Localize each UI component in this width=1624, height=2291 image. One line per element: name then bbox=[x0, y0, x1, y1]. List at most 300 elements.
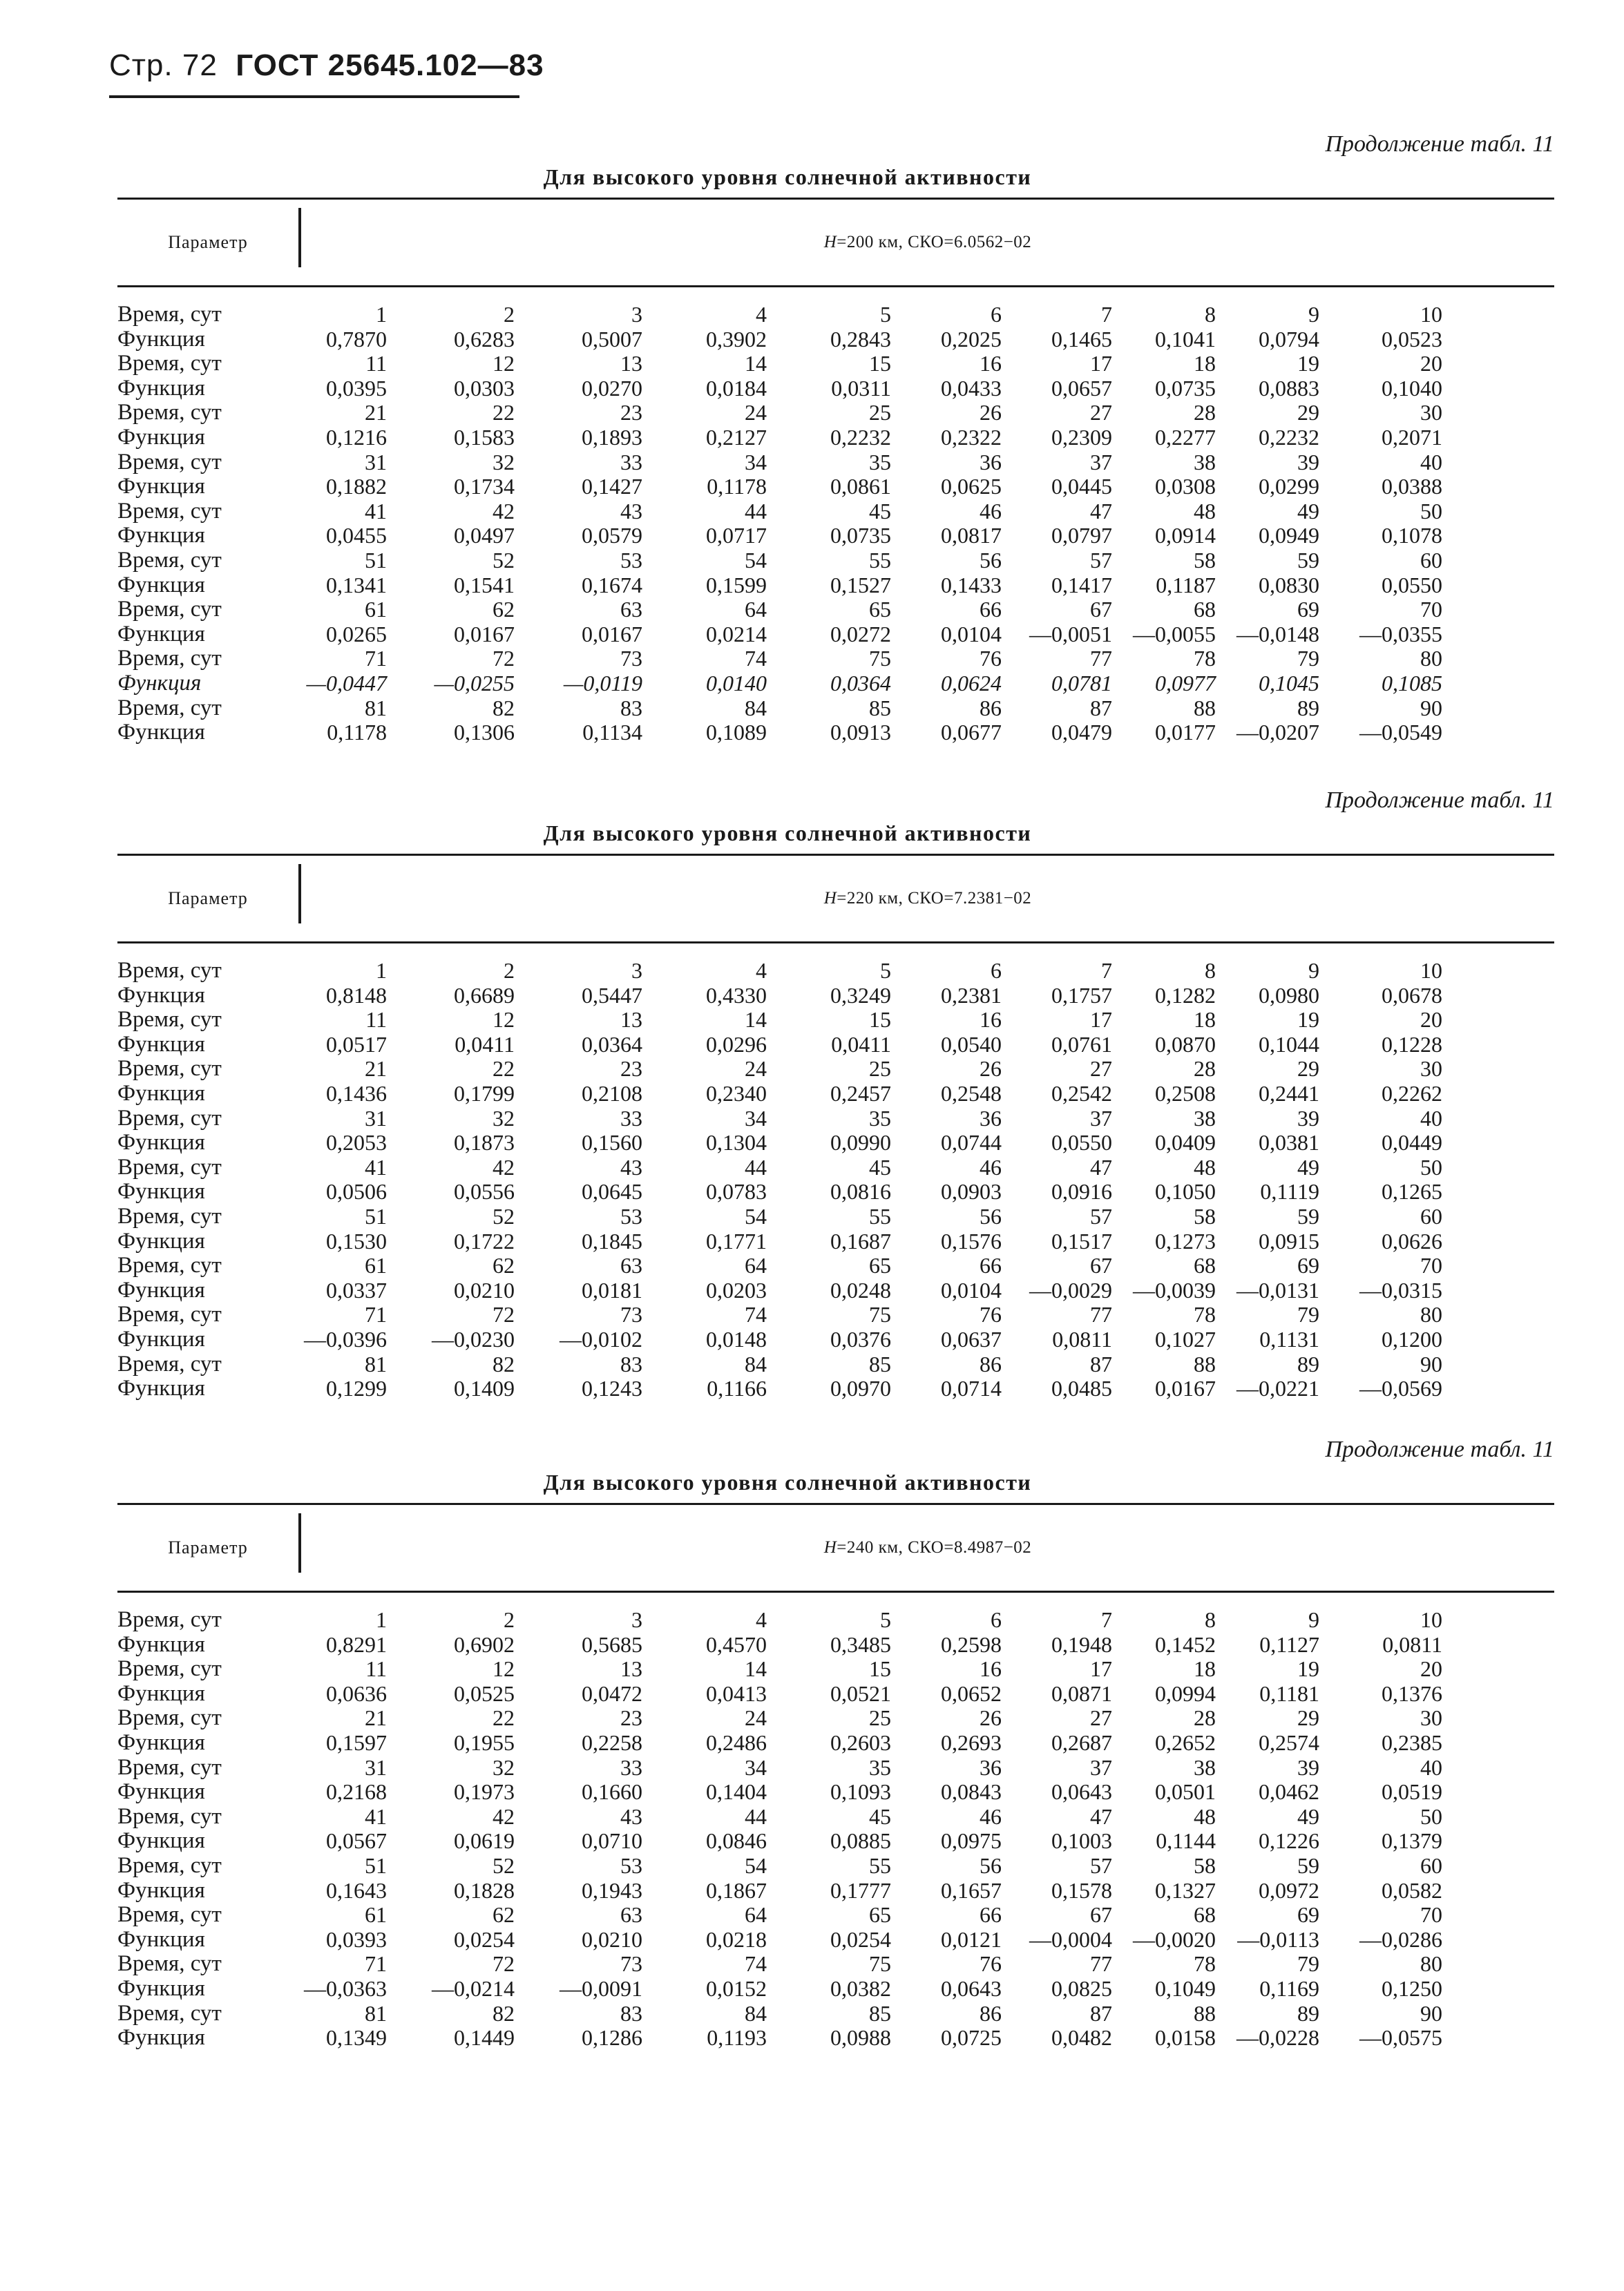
time-cell: 45 bbox=[869, 1154, 891, 1180]
time-cell: 25 bbox=[869, 400, 891, 425]
function-value-cell: 0,1327 bbox=[1155, 1877, 1216, 1903]
function-value-cell: 0,0637 bbox=[941, 1326, 1002, 1352]
function-value-cell: 0,1734 bbox=[454, 474, 515, 499]
time-row bbox=[117, 1903, 1442, 1928]
time-label: Время, сут bbox=[117, 547, 222, 573]
time-cell: 22 bbox=[493, 1705, 515, 1731]
function-value-cell: 0,6689 bbox=[454, 982, 515, 1008]
function-row bbox=[117, 1780, 1442, 1805]
time-cell: 74 bbox=[745, 1951, 767, 1977]
time-cell: 81 bbox=[365, 695, 387, 720]
function-value-cell: 0,2232 bbox=[830, 424, 891, 450]
time-cell: 68 bbox=[1194, 1902, 1216, 1928]
function-value-cell: 0,0519 bbox=[1382, 1779, 1442, 1805]
time-cell: 16 bbox=[980, 1007, 1002, 1033]
time-cell: 32 bbox=[493, 1754, 515, 1780]
time-cell: 74 bbox=[745, 646, 767, 671]
function-row bbox=[117, 1977, 1442, 2002]
function-value-cell: 0,0677 bbox=[941, 720, 1002, 745]
function-value-cell: 0,1027 bbox=[1155, 1326, 1216, 1352]
function-row bbox=[117, 524, 1442, 548]
time-cell: 79 bbox=[1297, 1302, 1319, 1327]
time-cell: 72 bbox=[493, 646, 515, 671]
time-cell: 51 bbox=[365, 1852, 387, 1878]
function-value-cell: 0,2385 bbox=[1382, 1729, 1442, 1755]
time-label: Время, сут bbox=[117, 1253, 222, 1278]
function-value-cell: 0,0643 bbox=[1051, 1779, 1112, 1805]
time-cell: 33 bbox=[620, 449, 642, 475]
time-cell: 1 bbox=[376, 958, 387, 983]
function-value-cell: 0,1041 bbox=[1155, 326, 1216, 352]
function-value-cell: 0,0272 bbox=[830, 621, 891, 646]
function-value-cell: 0,1093 bbox=[830, 1779, 891, 1805]
function-value-cell: 0,7870 bbox=[326, 326, 387, 352]
time-cell: 11 bbox=[365, 1007, 387, 1033]
time-cell: 10 bbox=[1420, 958, 1442, 983]
function-value-cell: 0,0714 bbox=[941, 1376, 1002, 1401]
time-row bbox=[117, 1254, 1442, 1278]
time-cell: 59 bbox=[1297, 547, 1319, 573]
time-cell: 88 bbox=[1194, 695, 1216, 720]
condition-header bbox=[301, 200, 1554, 285]
data-table bbox=[117, 959, 1442, 1401]
function-value-cell: 0,2258 bbox=[582, 1729, 642, 1755]
function-row bbox=[117, 1033, 1442, 1057]
function-value-cell: 0,1465 bbox=[1051, 326, 1112, 352]
time-cell: 30 bbox=[1420, 1705, 1442, 1731]
time-cell: 71 bbox=[365, 1951, 387, 1977]
function-value-cell: 0,1873 bbox=[454, 1130, 515, 1156]
function-value-cell: 0,1660 bbox=[582, 1779, 642, 1805]
function-value-cell: 0,1089 bbox=[706, 720, 767, 745]
function-value-cell: 0,0816 bbox=[830, 1179, 891, 1205]
function-value-cell: 0,1599 bbox=[706, 572, 767, 597]
time-row bbox=[117, 597, 1442, 622]
function-value-cell: 0,0885 bbox=[830, 1828, 891, 1854]
function-value-cell: —0,0207 bbox=[1236, 720, 1319, 745]
time-cell: 7 bbox=[1101, 1607, 1112, 1632]
time-cell: 62 bbox=[493, 1253, 515, 1278]
page-number: Стр. 72 bbox=[109, 48, 218, 82]
function-row bbox=[117, 984, 1442, 1008]
function-value-cell: 0,0913 bbox=[830, 720, 891, 745]
function-value-cell: 0,0843 bbox=[941, 1779, 1002, 1805]
time-cell: 1 bbox=[376, 1607, 387, 1632]
function-row bbox=[117, 1131, 1442, 1156]
condition-header bbox=[301, 1505, 1554, 1591]
time-cell: 33 bbox=[620, 1105, 642, 1131]
function-label: Функция bbox=[117, 1729, 205, 1755]
function-value-cell: 0,0678 bbox=[1382, 982, 1442, 1008]
function-value-cell: —0,0575 bbox=[1359, 2025, 1442, 2051]
function-value-cell: 0,1560 bbox=[582, 1130, 642, 1156]
function-value-cell: 0,1131 bbox=[1259, 1326, 1319, 1352]
time-cell: 79 bbox=[1297, 646, 1319, 671]
time-cell: 87 bbox=[1090, 2000, 1112, 2026]
time-cell: 90 bbox=[1420, 1351, 1442, 1377]
time-cell: 59 bbox=[1297, 1203, 1319, 1229]
time-cell: 27 bbox=[1090, 1056, 1112, 1082]
function-value-cell: 0,1530 bbox=[326, 1228, 387, 1254]
function-value-cell: 0,0988 bbox=[830, 2025, 891, 2051]
function-value-cell: 0,1049 bbox=[1155, 1975, 1216, 2001]
time-cell: 87 bbox=[1090, 1351, 1112, 1377]
function-value-cell: 0,8148 bbox=[326, 982, 387, 1008]
time-row bbox=[117, 1706, 1442, 1731]
function-label: Функция bbox=[117, 1080, 205, 1106]
function-value-cell: 0,0643 bbox=[941, 1975, 1002, 2001]
function-value-cell: 0,0413 bbox=[706, 1680, 767, 1706]
function-value-cell: —0,0102 bbox=[560, 1326, 642, 1352]
time-row bbox=[117, 1106, 1442, 1131]
time-cell: 57 bbox=[1090, 547, 1112, 573]
function-value-cell: —0,0039 bbox=[1133, 1277, 1216, 1303]
function-value-cell: 0,2486 bbox=[706, 1729, 767, 1755]
function-value-cell: 0,1436 bbox=[326, 1080, 387, 1106]
function-value-cell: 0,1867 bbox=[706, 1877, 767, 1903]
time-cell: 39 bbox=[1297, 449, 1319, 475]
function-label: Функция bbox=[117, 1228, 205, 1254]
time-cell: 57 bbox=[1090, 1852, 1112, 1878]
function-value-cell: 0,0181 bbox=[582, 1277, 642, 1303]
function-value-cell: —0,0029 bbox=[1029, 1277, 1112, 1303]
function-label: Функция bbox=[117, 1376, 205, 1401]
time-label: Время, сут bbox=[117, 1607, 222, 1632]
time-cell: 35 bbox=[869, 1105, 891, 1131]
function-value-cell: 0,0517 bbox=[326, 1031, 387, 1057]
time-cell: 15 bbox=[869, 351, 891, 376]
time-cell: 83 bbox=[620, 1351, 642, 1377]
function-row bbox=[117, 1327, 1442, 1352]
time-cell: 29 bbox=[1297, 1705, 1319, 1731]
function-value-cell: 0,1193 bbox=[707, 2025, 767, 2051]
function-row bbox=[117, 1082, 1442, 1106]
table-header bbox=[117, 1503, 1554, 1593]
function-row bbox=[117, 671, 1442, 696]
time-label: Время, сут bbox=[117, 958, 222, 983]
function-value-cell: 0,2262 bbox=[1382, 1080, 1442, 1106]
function-value-cell: 0,0980 bbox=[1259, 982, 1319, 1008]
time-cell: 32 bbox=[493, 449, 515, 475]
function-value-cell: —0,0569 bbox=[1359, 1376, 1442, 1401]
function-value-cell: 0,0409 bbox=[1155, 1130, 1216, 1156]
time-cell: 58 bbox=[1194, 547, 1216, 573]
function-value-cell: —0,0113 bbox=[1237, 1926, 1319, 1952]
time-cell: 23 bbox=[620, 1056, 642, 1082]
function-value-cell: 0,0977 bbox=[1155, 670, 1216, 696]
function-value-cell: 0,0376 bbox=[830, 1326, 891, 1352]
time-cell: 43 bbox=[620, 1154, 642, 1180]
time-label: Время, сут bbox=[117, 1803, 222, 1829]
time-cell: 90 bbox=[1420, 695, 1442, 720]
function-value-cell: 0,1127 bbox=[1259, 1631, 1319, 1657]
function-value-cell: 0,1943 bbox=[582, 1877, 642, 1903]
function-value-cell: —0,0549 bbox=[1359, 720, 1442, 745]
function-value-cell: 0,1948 bbox=[1051, 1631, 1112, 1657]
time-cell: 63 bbox=[620, 1253, 642, 1278]
time-cell: 56 bbox=[980, 1203, 1002, 1229]
function-value-cell: 0,2693 bbox=[941, 1729, 1002, 1755]
function-value-cell: 0,0311 bbox=[831, 375, 891, 401]
function-value-cell: 0,0624 bbox=[941, 670, 1002, 696]
function-value-cell: 0,0975 bbox=[941, 1828, 1002, 1854]
time-cell: 43 bbox=[620, 498, 642, 524]
function-value-cell: 0,0735 bbox=[830, 523, 891, 548]
function-value-cell: 0,0725 bbox=[941, 2025, 1002, 2051]
function-row bbox=[117, 1829, 1442, 1854]
function-value-cell: 0,1757 bbox=[1051, 982, 1112, 1008]
time-cell: 9 bbox=[1308, 958, 1319, 983]
time-cell: 84 bbox=[745, 1351, 767, 1377]
function-value-cell: 0,0915 bbox=[1259, 1228, 1319, 1254]
time-label: Время, сут bbox=[117, 302, 222, 327]
function-value-cell: 0,0990 bbox=[830, 1130, 891, 1156]
function-label: Функция bbox=[117, 1326, 205, 1352]
function-label: Функция bbox=[117, 1975, 205, 2001]
section-title: Для высокого уровня солнечной активности bbox=[543, 164, 1032, 189]
function-value-cell: 0,1085 bbox=[1382, 670, 1442, 696]
function-value-cell: —0,0230 bbox=[432, 1326, 515, 1352]
time-label: Время, сут bbox=[117, 2000, 222, 2026]
function-value-cell: 0,0148 bbox=[706, 1326, 767, 1352]
time-cell: 20 bbox=[1420, 1656, 1442, 1682]
function-label: Функция bbox=[117, 1877, 205, 1903]
function-value-cell: 0,0521 bbox=[830, 1680, 891, 1706]
function-label: Функция bbox=[117, 621, 205, 646]
time-cell: 47 bbox=[1090, 1154, 1112, 1180]
time-cell: 47 bbox=[1090, 498, 1112, 524]
function-value-cell: 0,1169 bbox=[1259, 1975, 1319, 2001]
time-cell: 6 bbox=[991, 1607, 1002, 1632]
time-cell: 54 bbox=[745, 1203, 767, 1229]
continuation-note: Продолжение табл. 11 bbox=[1325, 1437, 1554, 1462]
function-value-cell: 0,1243 bbox=[582, 1376, 642, 1401]
function-row bbox=[117, 573, 1442, 598]
function-value-cell: 0,1427 bbox=[582, 474, 642, 499]
time-cell: 20 bbox=[1420, 1007, 1442, 1033]
function-row bbox=[117, 720, 1442, 745]
time-row bbox=[117, 1854, 1442, 1879]
function-value-cell: 0,0994 bbox=[1155, 1680, 1216, 1706]
table-section-220km bbox=[117, 787, 1554, 1423]
time-cell: 48 bbox=[1194, 1803, 1216, 1829]
time-cell: 5 bbox=[880, 958, 891, 983]
time-cell: 3 bbox=[631, 302, 642, 327]
time-cell: 2 bbox=[504, 302, 515, 327]
time-cell: 22 bbox=[493, 1056, 515, 1082]
function-value-cell: 0,0167 bbox=[454, 621, 515, 646]
function-value-cell: 0,0152 bbox=[706, 1975, 767, 2001]
time-cell: 42 bbox=[493, 1154, 515, 1180]
function-value-cell: 0,2340 bbox=[706, 1080, 767, 1106]
time-label: Время, сут bbox=[117, 646, 222, 671]
time-cell: 80 bbox=[1420, 646, 1442, 671]
time-cell: 24 bbox=[745, 400, 767, 425]
time-cell: 15 bbox=[869, 1656, 891, 1682]
function-value-cell: 0,4570 bbox=[706, 1631, 767, 1657]
time-cell: 56 bbox=[980, 547, 1002, 573]
function-value-cell: 0,0479 bbox=[1051, 720, 1112, 745]
time-cell: 48 bbox=[1194, 498, 1216, 524]
function-value-cell: 0,0817 bbox=[941, 523, 1002, 548]
function-value-cell: 0,0582 bbox=[1382, 1877, 1442, 1903]
function-value-cell: 0,0254 bbox=[454, 1926, 515, 1952]
time-cell: 86 bbox=[980, 695, 1002, 720]
function-value-cell: 0,0254 bbox=[830, 1926, 891, 1952]
function-value-cell: 0,0382 bbox=[830, 1975, 891, 2001]
function-label: Функция bbox=[117, 375, 205, 401]
function-value-cell: 0,1687 bbox=[830, 1228, 891, 1254]
function-value-cell: 0,6283 bbox=[454, 326, 515, 352]
time-cell: 88 bbox=[1194, 1351, 1216, 1377]
time-cell: 28 bbox=[1194, 1705, 1216, 1731]
time-row bbox=[117, 303, 1442, 327]
time-cell: 68 bbox=[1194, 597, 1216, 622]
data-table bbox=[117, 1608, 1442, 2051]
function-value-cell: 0,0870 bbox=[1155, 1031, 1216, 1057]
function-value-cell: 0,1955 bbox=[454, 1729, 515, 1755]
function-label: Функция bbox=[117, 1031, 205, 1057]
time-cell: 20 bbox=[1420, 351, 1442, 376]
function-value-cell: 0,0861 bbox=[830, 474, 891, 499]
function-value-cell: 0,1578 bbox=[1051, 1877, 1112, 1903]
time-cell: 2 bbox=[504, 1607, 515, 1632]
time-cell: 85 bbox=[869, 1351, 891, 1377]
function-label: Функция bbox=[117, 670, 202, 696]
time-label: Время, сут bbox=[117, 597, 222, 622]
function-value-cell: 0,2441 bbox=[1259, 1080, 1319, 1106]
time-cell: 61 bbox=[365, 1902, 387, 1928]
time-cell: 84 bbox=[745, 2000, 767, 2026]
function-value-cell: 0,2598 bbox=[941, 1631, 1002, 1657]
time-cell: 82 bbox=[493, 1351, 515, 1377]
function-value-cell: 0,0761 bbox=[1051, 1031, 1112, 1057]
function-value-cell: 0,0184 bbox=[706, 375, 767, 401]
function-label: Функция bbox=[117, 2025, 205, 2051]
function-value-cell: 0,1250 bbox=[1382, 1975, 1442, 2001]
param-header: Параметр bbox=[168, 232, 248, 252]
time-cell: 54 bbox=[745, 547, 767, 573]
function-value-cell: 0,4330 bbox=[706, 982, 767, 1008]
time-cell: 17 bbox=[1090, 1007, 1112, 1033]
function-label: Функция bbox=[117, 523, 205, 548]
time-cell: 59 bbox=[1297, 1852, 1319, 1878]
time-cell: 76 bbox=[980, 646, 1002, 671]
time-cell: 10 bbox=[1420, 1607, 1442, 1632]
function-row bbox=[117, 1682, 1442, 1707]
function-value-cell: 0,1417 bbox=[1051, 572, 1112, 597]
time-cell: 90 bbox=[1420, 2000, 1442, 2026]
function-value-cell: 0,0411 bbox=[455, 1031, 515, 1057]
function-value-cell: 0,0140 bbox=[706, 670, 767, 696]
time-cell: 9 bbox=[1308, 1607, 1319, 1632]
time-label: Время, сут bbox=[117, 1351, 222, 1377]
function-value-cell: 0,2508 bbox=[1155, 1080, 1216, 1106]
time-cell: 57 bbox=[1090, 1203, 1112, 1229]
time-cell: 11 bbox=[365, 351, 387, 376]
time-cell: 2 bbox=[504, 958, 515, 983]
time-cell: 51 bbox=[365, 1203, 387, 1229]
function-value-cell: —0,0255 bbox=[434, 670, 515, 696]
time-cell: 60 bbox=[1420, 1203, 1442, 1229]
function-value-cell: 0,3249 bbox=[830, 982, 891, 1008]
function-value-cell: 0,1265 bbox=[1382, 1179, 1442, 1205]
function-value-cell: 0,0482 bbox=[1051, 2025, 1112, 2051]
time-row bbox=[117, 1608, 1442, 1633]
function-value-cell: 0,1576 bbox=[941, 1228, 1002, 1254]
function-value-cell: 0,0121 bbox=[941, 1926, 1002, 1952]
time-cell: 7 bbox=[1101, 302, 1112, 327]
function-value-cell: 0,0972 bbox=[1259, 1877, 1319, 1903]
time-cell: 55 bbox=[869, 547, 891, 573]
function-value-cell: 0,1299 bbox=[326, 1376, 387, 1401]
time-cell: 51 bbox=[365, 547, 387, 573]
function-value-cell: 0,1845 bbox=[582, 1228, 642, 1254]
time-cell: 16 bbox=[980, 351, 1002, 376]
time-row bbox=[117, 1057, 1442, 1082]
time-cell: 4 bbox=[756, 1607, 767, 1632]
time-label: Время, сут bbox=[117, 1754, 222, 1780]
time-cell: 14 bbox=[745, 1656, 767, 1682]
function-value-cell: 0,0871 bbox=[1051, 1680, 1112, 1706]
function-value-cell: 0,5685 bbox=[582, 1631, 642, 1657]
function-value-cell: 0,2652 bbox=[1155, 1729, 1216, 1755]
time-cell: 26 bbox=[980, 1705, 1002, 1731]
time-cell: 5 bbox=[880, 1607, 891, 1632]
time-cell: 15 bbox=[869, 1007, 891, 1033]
function-value-cell: 0,0104 bbox=[941, 1277, 1002, 1303]
function-value-cell: 0,0177 bbox=[1155, 720, 1216, 745]
time-row bbox=[117, 1952, 1442, 1977]
time-cell: 66 bbox=[980, 1902, 1002, 1928]
function-value-cell: 0,1306 bbox=[454, 720, 515, 745]
function-value-cell: 0,1379 bbox=[1382, 1828, 1442, 1854]
time-cell: 71 bbox=[365, 1302, 387, 1327]
time-cell: 71 bbox=[365, 646, 387, 671]
function-value-cell: 0,0846 bbox=[706, 1828, 767, 1854]
function-value-cell: 0,2548 bbox=[941, 1080, 1002, 1106]
function-value-cell: —0,0355 bbox=[1359, 621, 1442, 646]
time-cell: 5 bbox=[880, 302, 891, 327]
time-cell: 14 bbox=[745, 351, 767, 376]
time-cell: 37 bbox=[1090, 449, 1112, 475]
time-row bbox=[117, 1205, 1442, 1229]
function-value-cell: 0,1228 bbox=[1382, 1031, 1442, 1057]
time-cell: 52 bbox=[493, 1203, 515, 1229]
function-row bbox=[117, 1879, 1442, 1904]
function-value-cell: 0,1178 bbox=[707, 474, 767, 499]
time-cell: 21 bbox=[365, 400, 387, 425]
table-section-240km bbox=[117, 1437, 1554, 2072]
time-cell: 25 bbox=[869, 1056, 891, 1082]
time-cell: 36 bbox=[980, 449, 1002, 475]
time-cell: 86 bbox=[980, 2000, 1002, 2026]
function-value-cell: 0,1044 bbox=[1259, 1031, 1319, 1057]
function-value-cell: 0,0296 bbox=[706, 1031, 767, 1057]
function-value-cell: 0,5447 bbox=[582, 982, 642, 1008]
time-cell: 85 bbox=[869, 2000, 891, 2026]
time-cell: 31 bbox=[365, 1105, 387, 1131]
time-cell: 42 bbox=[493, 1803, 515, 1829]
function-value-cell: 0,0364 bbox=[830, 670, 891, 696]
time-cell: 88 bbox=[1194, 2000, 1216, 2026]
time-cell: 22 bbox=[493, 400, 515, 425]
time-cell: 66 bbox=[980, 1253, 1002, 1278]
time-row bbox=[117, 696, 1442, 721]
time-cell: 77 bbox=[1090, 646, 1112, 671]
time-cell: 49 bbox=[1297, 1803, 1319, 1829]
time-cell: 13 bbox=[620, 1007, 642, 1033]
